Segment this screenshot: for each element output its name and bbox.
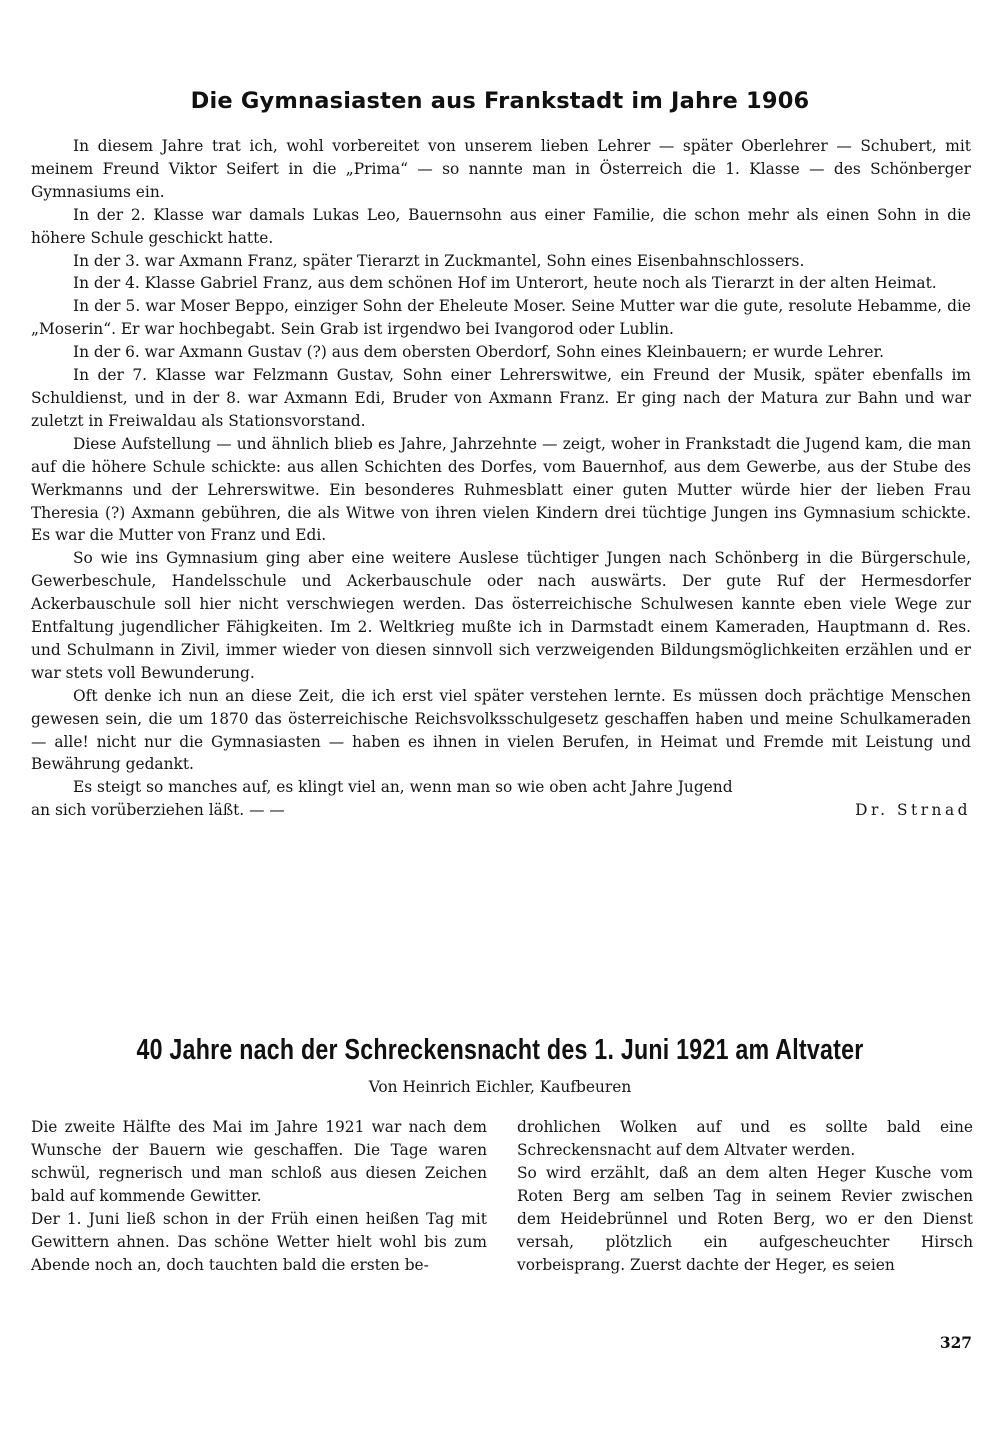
paragraph: So wie ins Gymnasium ging aber eine weitere Auslese tüchtiger Jungen nach Schönberg in die Bürgerschule, Gewerbeschule, Handelsschule und Ackerbauschule oder nach auswärts. Der gute Ruf der Hermesdorfer Ackerbauschule soll hier nicht verschwiegen werden. Das österreichische Schulwesen kannte eben viele Wege zur Entfaltung jugendlicher Fähigkeiten. Im 2. Weltkrieg mußte ich in Darmstadt einem Kameraden, Hauptmann d. Res. und Schulmann in Zivil, immer wieder von diesen sinnvoll sich verzweigenden Bildungsmöglichkeiten erzählen und er war stets voll Bewunderung. (31, 549, 971, 682)
closing-line: an sich vorüberziehen läßt. — — (31, 801, 285, 820)
closing-line: Es steigt so manches auf, es klingt viel an, wenn man so wie oben acht Jahre Jugend (73, 778, 733, 797)
paragraph: Die zweite Hälfte des Mai im Jahre 1921 war nach dem Wunsche der Bauern wie geschaffen. Die Tage waren schwül, regnerisch und man schloß aus diesen Zeichen bald auf kommende Gewitter. (31, 1118, 487, 1205)
article-columns (31, 1116, 973, 1277)
author-signature: Dr. Strnad (855, 801, 971, 820)
paragraph: In der 2. Klasse war damals Lukas Leo, Bauernsohn aus einer Familie, die schon mehr als einen Sohn in die höhere Schule geschickt hatte. (31, 205, 971, 247)
paragraph: Diese Aufstellung — und ähnlich blieb es Jahre, Jahrzehnte — zeigt, woher in Frankstadt die Jugend kam, die man auf die höhere Schule schickte: aus allen Schichten des Dorfes, vom Bauernhof, aus dem Gewerbe, aus der Stube des Werkmanns und der Lehrerswitwe. Ein besonderes Ruhmesblatt einer guten Mutter würde hier der lieben Frau Theresia (?) Axmann gebühren, die als Witwe von ihren vielen Kindern drei tüchtige Jungen ins Gymnasium schickte. Es war die Mutter von Franz und Edi. (31, 434, 971, 545)
left-column (31, 1116, 487, 1277)
paragraph: In der 6. war Axmann Gustav (?) aus dem obersten Oberdorf, Sohn eines Kleinbauern; er wurde Lehrer. (73, 343, 885, 362)
paragraph: Der 1. Juni ließ schon in der Früh einen heißen Tag mit Gewittern ahnen. Das schöne Wetter hielt wohl bis zum Abende noch an, doch tauchten bald die ersten be- (31, 1210, 487, 1274)
page-number: 327 (939, 1334, 972, 1352)
paragraph: In der 3. war Axmann Franz, später Tierarzt in Zuckmantel, Sohn eines Eisenbahnschlossers. (73, 251, 805, 270)
paragraph: In der 7. Klasse war Felzmann Gustav, Sohn einer Lehrerswitwe, ein Freund der Musik, später ebenfalls im Schuldienst, und in der 8. war Axmann Edi, Bruder von Axmann Franz. Er ging nach der Matura zur Bahn und war zuletzt in Freiwaldau als Stationsvorstand. (31, 366, 971, 430)
paragraph: Oft denke ich nun an diese Zeit, die ich erst viel später verstehen lernte. Es müssen doch prächtige Menschen gewesen sein, die um 1870 das österreichische Reichsvolksschulgesetz geschaffen haben und meine Schulkameraden — alle! nicht nur die Gymnasiasten — haben es ihnen in vielen Berufen, in Heimat und Fremde mit Leistung und Bewährung gedankt. (31, 686, 971, 774)
paragraph: drohlichen Wolken auf und es sollte bald eine Schreckensnacht auf dem Altvater werden. (517, 1118, 973, 1159)
article-body (31, 135, 971, 822)
paragraph: In diesem Jahre trat ich, wohl vorbereitet von unserem lieben Lehrer — später Oberlehrer — Schubert, mit meinem Freund Viktor Seifert in die „Prima“ — so nannte man in Österreich die 1. Klasse — des Schönberger Gymnasiums ein. (31, 137, 971, 201)
article-title: 40 Jahre nach der Schreckensnacht des 1. Juni 1921 am Altvater (136, 1034, 864, 1066)
article-title: Die Gymnasiasten aus Frankstadt im Jahre 1906 (190, 88, 810, 114)
right-column (517, 1116, 973, 1277)
paragraph: In der 5. war Moser Beppo, einziger Sohn der Eheleute Moser. Seine Mutter war die gute, resolute Hebamme, die „Moserin“. Er war hochbegabt. Sein Grab ist irgendwo bei Ivangorod oder Lublin. (31, 297, 971, 339)
byline: Von Heinrich Eichler, Kaufbeuren (368, 1078, 632, 1096)
paragraph: So wird erzählt, daß an dem alten Heger Kusche vom Roten Berg am selben Tag in seinem Revier zwischen dem Heidebrünnel und Roten Berg, wo er den Dienst versah, plötzlich ein aufgescheuchter Hirsch vorbeisprang. Zuerst dachte der Heger, es seien (517, 1164, 973, 1274)
closing-signature-row (31, 799, 971, 822)
paragraph: In der 4. Klasse Gabriel Franz, aus dem schönen Hof im Unterort, heute noch als Tierarzt in der alten Heimat. (73, 274, 937, 293)
